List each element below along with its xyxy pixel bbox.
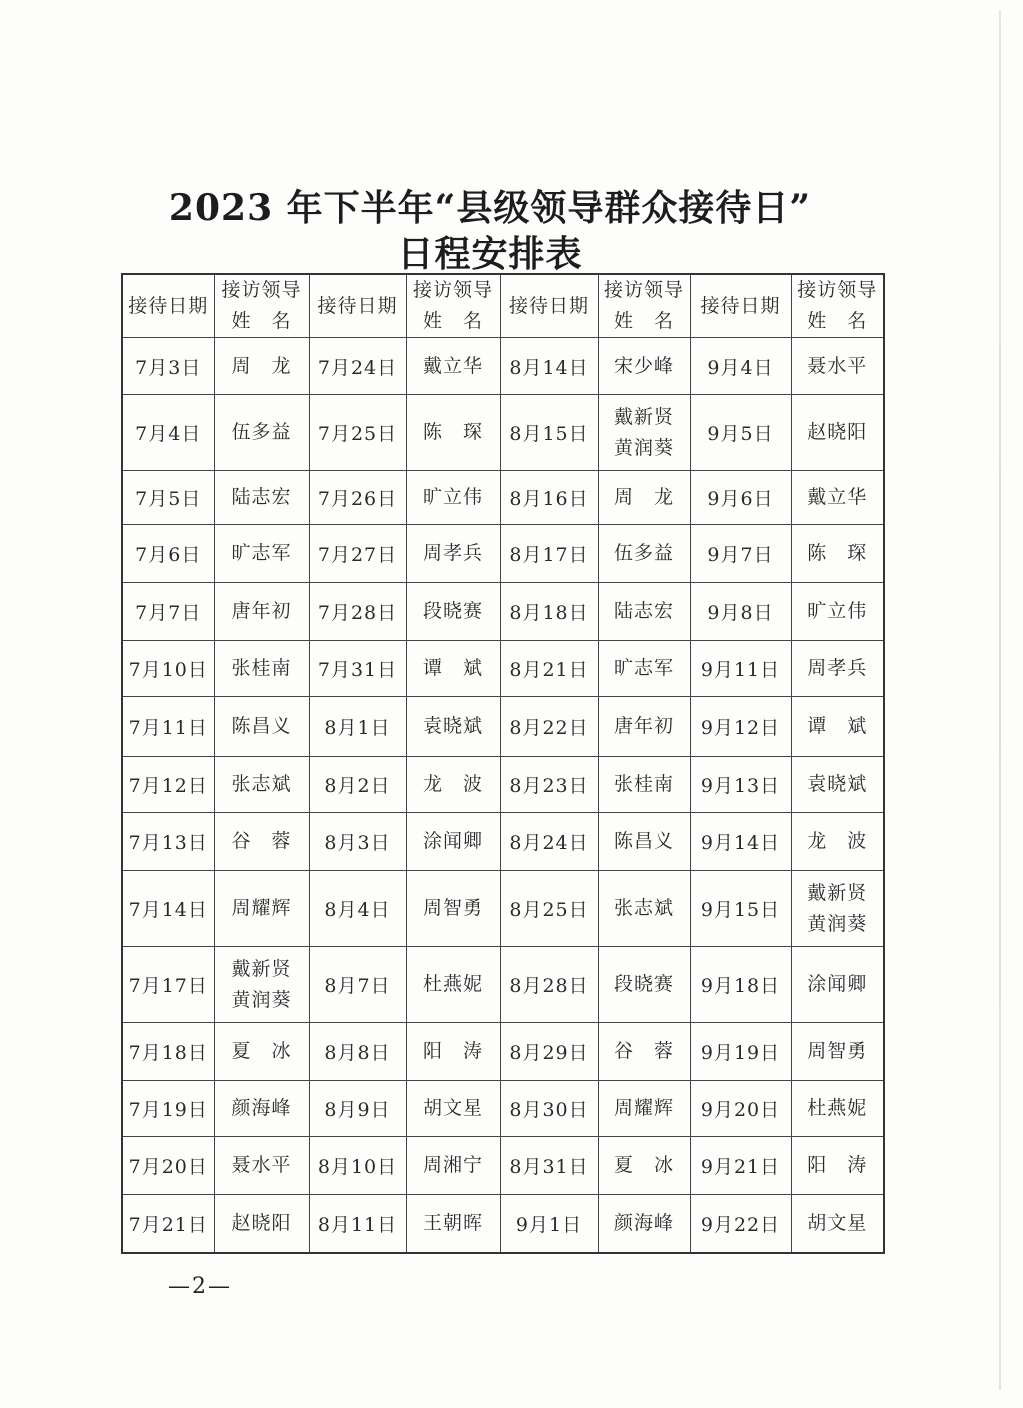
header-cell-3: 接访领导 姓 名 <box>406 274 500 338</box>
reception-date-cell: 7月19日 <box>122 1081 214 1137</box>
leader-name: 宋少峰 <box>613 354 674 377</box>
leader-name: 周 龙 <box>231 354 292 377</box>
leader-name: 周 龙 <box>613 486 674 508</box>
reception-date-cell: 7月26日 <box>309 471 406 525</box>
reception-date-cell: 7月12日 <box>122 757 214 813</box>
leader-name-cell <box>406 583 500 641</box>
leader-name: 王朝晖 <box>422 1211 483 1234</box>
leader-name: 段晓赛 <box>613 973 674 995</box>
leader-name-cell <box>791 471 884 525</box>
reception-date-cell: 8月14日 <box>500 338 598 395</box>
leader-name: 周智勇 <box>422 897 483 919</box>
reception-date-cell: 9月6日 <box>690 471 791 525</box>
table-row <box>122 1195 884 1253</box>
header-cell-1: 接访领导 姓 名 <box>214 274 309 338</box>
leader-name-cell <box>598 338 690 395</box>
table-row <box>122 871 884 947</box>
reception-date-cell: 8月29日 <box>500 1023 598 1081</box>
leader-name-cell <box>598 697 690 757</box>
table-row <box>122 1137 884 1195</box>
leader-name-cell <box>791 813 884 871</box>
leader-name: 谭 斌 <box>807 715 868 737</box>
leader-name-cell <box>791 641 884 697</box>
reception-date-cell: 7月4日 <box>122 395 214 471</box>
leader-name: 谭 斌 <box>422 657 483 679</box>
leader-name-cell <box>214 947 309 1023</box>
reception-date-cell: 7月24日 <box>309 338 406 395</box>
page-number: —2— <box>168 1274 232 1299</box>
leader-name-cell <box>214 1195 309 1253</box>
leader-name: 周孝兵 <box>422 542 483 564</box>
header-cell-0: 接待日期 <box>122 274 214 338</box>
table-row <box>122 697 884 757</box>
leader-name-cell <box>406 871 500 947</box>
page-subtitle: 日程安排表 <box>397 233 583 275</box>
leader-name-cell <box>214 395 309 471</box>
leader-name: 张志斌 <box>613 897 674 919</box>
leader-name-cell <box>791 871 884 947</box>
leader-name: 颜海峰 <box>613 1211 674 1234</box>
leader-name-cell <box>406 1137 500 1195</box>
leader-name-cell <box>406 1081 500 1137</box>
leader-name: 涂闻卿 <box>422 830 483 852</box>
leader-name-cell <box>406 525 500 583</box>
leader-name-cell <box>214 583 309 641</box>
reception-date-cell: 8月18日 <box>500 583 598 641</box>
reception-date-cell: 8月23日 <box>500 757 598 813</box>
leader-name: 段晓赛 <box>422 600 483 622</box>
table-row <box>122 757 884 813</box>
table-row <box>122 338 884 395</box>
table-row <box>122 1023 884 1081</box>
reception-date-cell: 7月31日 <box>309 641 406 697</box>
leader-name: 周耀辉 <box>231 897 292 919</box>
reception-date-cell: 9月7日 <box>690 525 791 583</box>
leader-name-cell <box>598 583 690 641</box>
leader-name-cell <box>406 471 500 525</box>
leader-name-cell <box>598 395 690 471</box>
leader-name: 涂闻卿 <box>807 973 868 995</box>
leader-name: 赵晓阳 <box>231 1211 292 1234</box>
table-row <box>122 1081 884 1137</box>
reception-date-cell: 7月13日 <box>122 813 214 871</box>
reception-date-cell: 8月16日 <box>500 471 598 525</box>
leader-name: 戴新贤 <box>613 405 674 428</box>
reception-date-cell: 7月11日 <box>122 697 214 757</box>
reception-date-cell: 8月30日 <box>500 1081 598 1137</box>
leader-name: 黄润葵 <box>807 912 868 935</box>
leader-name-cell <box>598 813 690 871</box>
leader-name: 谷 蓉 <box>613 1040 674 1062</box>
leader-name: 聂水平 <box>231 1154 292 1176</box>
leader-name-cell <box>214 525 309 583</box>
leader-name-cell <box>791 338 884 395</box>
leader-name: 阳 涛 <box>807 1154 868 1176</box>
leader-name: 龙 波 <box>422 773 483 795</box>
leader-name-cell <box>214 1081 309 1137</box>
leader-name: 袁晓斌 <box>422 715 483 737</box>
table-row <box>122 471 884 525</box>
leader-name: 颜海峰 <box>231 1097 292 1119</box>
reception-date-cell: 7月27日 <box>309 525 406 583</box>
reception-date-cell: 8月22日 <box>500 697 598 757</box>
reception-date-cell: 7月5日 <box>122 471 214 525</box>
reception-date-cell: 9月4日 <box>690 338 791 395</box>
page-title: 2023 年下半年“县级领导群众接待日” <box>168 187 812 229</box>
leader-name: 周耀辉 <box>613 1097 674 1119</box>
header-cell-5: 接访领导 姓 名 <box>598 274 690 338</box>
table-header-row <box>122 274 884 338</box>
leader-name: 陆志宏 <box>231 486 292 508</box>
reception-date-cell: 9月19日 <box>690 1023 791 1081</box>
header-cell-7: 接访领导 姓 名 <box>791 274 884 338</box>
leader-name-cell <box>214 1137 309 1195</box>
reception-date-cell: 8月4日 <box>309 871 406 947</box>
leader-name: 聂水平 <box>807 354 868 377</box>
reception-date-cell: 7月17日 <box>122 947 214 1023</box>
reception-date-cell: 8月24日 <box>500 813 598 871</box>
leader-name: 旷立伟 <box>807 600 868 622</box>
leader-name: 戴立华 <box>807 486 868 508</box>
leader-name: 黄润葵 <box>613 436 674 459</box>
leader-name-cell <box>214 641 309 697</box>
reception-date-cell: 9月15日 <box>690 871 791 947</box>
leader-name-cell <box>791 947 884 1023</box>
leader-name-cell <box>598 1195 690 1253</box>
leader-name: 夏 冰 <box>613 1154 674 1176</box>
leader-name-cell <box>791 395 884 471</box>
leader-name-cell <box>791 1023 884 1081</box>
leader-name-cell <box>598 947 690 1023</box>
leader-name-cell <box>598 871 690 947</box>
reception-date-cell: 8月17日 <box>500 525 598 583</box>
reception-date-cell: 8月11日 <box>309 1195 406 1253</box>
leader-name: 伍多益 <box>231 421 292 443</box>
reception-date-cell: 7月21日 <box>122 1195 214 1253</box>
schedule-table <box>121 273 885 1254</box>
leader-name-cell <box>406 641 500 697</box>
reception-date-cell: 8月9日 <box>309 1081 406 1137</box>
leader-name: 张志斌 <box>231 773 292 795</box>
reception-date-cell: 8月7日 <box>309 947 406 1023</box>
leader-name-cell <box>406 1023 500 1081</box>
reception-date-cell: 9月21日 <box>690 1137 791 1195</box>
table-row <box>122 525 884 583</box>
reception-date-cell: 9月12日 <box>690 697 791 757</box>
scan-page-edge <box>999 10 1001 1390</box>
reception-date-cell: 9月13日 <box>690 757 791 813</box>
table-row <box>122 947 884 1023</box>
leader-name-cell <box>406 1195 500 1253</box>
leader-name-cell <box>406 757 500 813</box>
leader-name: 龙 波 <box>807 830 868 852</box>
leader-name: 唐年初 <box>613 715 674 737</box>
leader-name: 谷 蓉 <box>231 830 292 852</box>
leader-name-cell <box>406 947 500 1023</box>
reception-date-cell: 8月15日 <box>500 395 598 471</box>
leader-name: 张桂南 <box>231 657 292 679</box>
reception-date-cell: 7月25日 <box>309 395 406 471</box>
table-row <box>122 813 884 871</box>
leader-name-cell <box>598 641 690 697</box>
reception-date-cell: 9月8日 <box>690 583 791 641</box>
reception-date-cell: 7月28日 <box>309 583 406 641</box>
leader-name: 陆志宏 <box>613 600 674 622</box>
reception-date-cell: 7月6日 <box>122 525 214 583</box>
reception-date-cell: 9月5日 <box>690 395 791 471</box>
leader-name-cell <box>214 1023 309 1081</box>
leader-name-cell <box>214 338 309 395</box>
leader-name: 陈 琛 <box>422 421 483 443</box>
leader-name-cell <box>791 1137 884 1195</box>
leader-name-cell <box>214 871 309 947</box>
reception-date-cell: 7月20日 <box>122 1137 214 1195</box>
leader-name-cell <box>791 525 884 583</box>
leader-name: 夏 冰 <box>231 1040 292 1062</box>
reception-date-cell: 7月14日 <box>122 871 214 947</box>
leader-name: 唐年初 <box>231 600 292 622</box>
leader-name-cell <box>791 757 884 813</box>
leader-name-cell <box>791 697 884 757</box>
header-cell-2: 接待日期 <box>309 274 406 338</box>
leader-name: 胡文星 <box>807 1211 868 1234</box>
header-cell-4: 接待日期 <box>500 274 598 338</box>
leader-name: 张桂南 <box>613 773 674 795</box>
leader-name: 陈 琛 <box>807 542 868 564</box>
leader-name-cell <box>598 757 690 813</box>
leader-name: 陈昌义 <box>613 830 674 852</box>
leader-name: 旷志军 <box>613 657 674 679</box>
leader-name-cell <box>406 395 500 471</box>
schedule-body <box>122 338 884 1253</box>
reception-date-cell: 8月1日 <box>309 697 406 757</box>
leader-name-cell <box>791 1081 884 1137</box>
leader-name: 陈昌义 <box>231 715 292 737</box>
reception-date-cell: 9月18日 <box>690 947 791 1023</box>
reception-date-cell: 8月2日 <box>309 757 406 813</box>
reception-date-cell: 7月3日 <box>122 338 214 395</box>
reception-date-cell: 8月21日 <box>500 641 598 697</box>
leader-name-cell <box>791 1195 884 1253</box>
leader-name-cell <box>214 697 309 757</box>
leader-name-cell <box>214 471 309 525</box>
leader-name: 胡文星 <box>422 1097 483 1119</box>
leader-name-cell <box>598 1081 690 1137</box>
reception-date-cell: 8月3日 <box>309 813 406 871</box>
reception-date-cell: 7月10日 <box>122 641 214 697</box>
leader-name-cell <box>406 697 500 757</box>
table-row <box>122 641 884 697</box>
leader-name: 阳 涛 <box>422 1040 483 1062</box>
leader-name: 周智勇 <box>807 1040 868 1062</box>
leader-name: 旷立伟 <box>422 486 483 508</box>
reception-date-cell: 9月22日 <box>690 1195 791 1253</box>
reception-date-cell: 7月7日 <box>122 583 214 641</box>
leader-name-cell <box>598 1137 690 1195</box>
leader-name: 戴新贤 <box>231 957 292 980</box>
leader-name: 戴新贤 <box>807 881 868 904</box>
reception-date-cell: 8月10日 <box>309 1137 406 1195</box>
reception-date-cell: 9月14日 <box>690 813 791 871</box>
header-cell-6: 接待日期 <box>690 274 791 338</box>
reception-date-cell: 8月25日 <box>500 871 598 947</box>
leader-name-cell <box>214 813 309 871</box>
leader-name-cell <box>214 757 309 813</box>
leader-name: 戴立华 <box>422 354 483 377</box>
table-row <box>122 583 884 641</box>
leader-name-cell <box>406 338 500 395</box>
reception-date-cell: 8月31日 <box>500 1137 598 1195</box>
reception-date-cell: 8月8日 <box>309 1023 406 1081</box>
leader-name: 杜燕妮 <box>422 973 483 995</box>
leader-name-cell <box>598 525 690 583</box>
reception-date-cell: 9月11日 <box>690 641 791 697</box>
reception-date-cell: 8月28日 <box>500 947 598 1023</box>
reception-date-cell: 7月18日 <box>122 1023 214 1081</box>
leader-name: 周湘宁 <box>422 1154 483 1176</box>
leader-name: 袁晓斌 <box>807 773 868 795</box>
leader-name: 周孝兵 <box>807 657 868 679</box>
table-row <box>122 395 884 471</box>
leader-name: 黄润葵 <box>231 988 292 1011</box>
leader-name-cell <box>791 583 884 641</box>
leader-name: 杜燕妮 <box>807 1097 868 1119</box>
leader-name-cell <box>598 1023 690 1081</box>
leader-name: 旷志军 <box>231 542 292 564</box>
leader-name-cell <box>406 813 500 871</box>
leader-name: 赵晓阳 <box>807 421 868 443</box>
leader-name-cell <box>598 471 690 525</box>
reception-date-cell: 9月1日 <box>500 1195 598 1253</box>
leader-name: 伍多益 <box>613 542 674 564</box>
reception-date-cell: 9月20日 <box>690 1081 791 1137</box>
